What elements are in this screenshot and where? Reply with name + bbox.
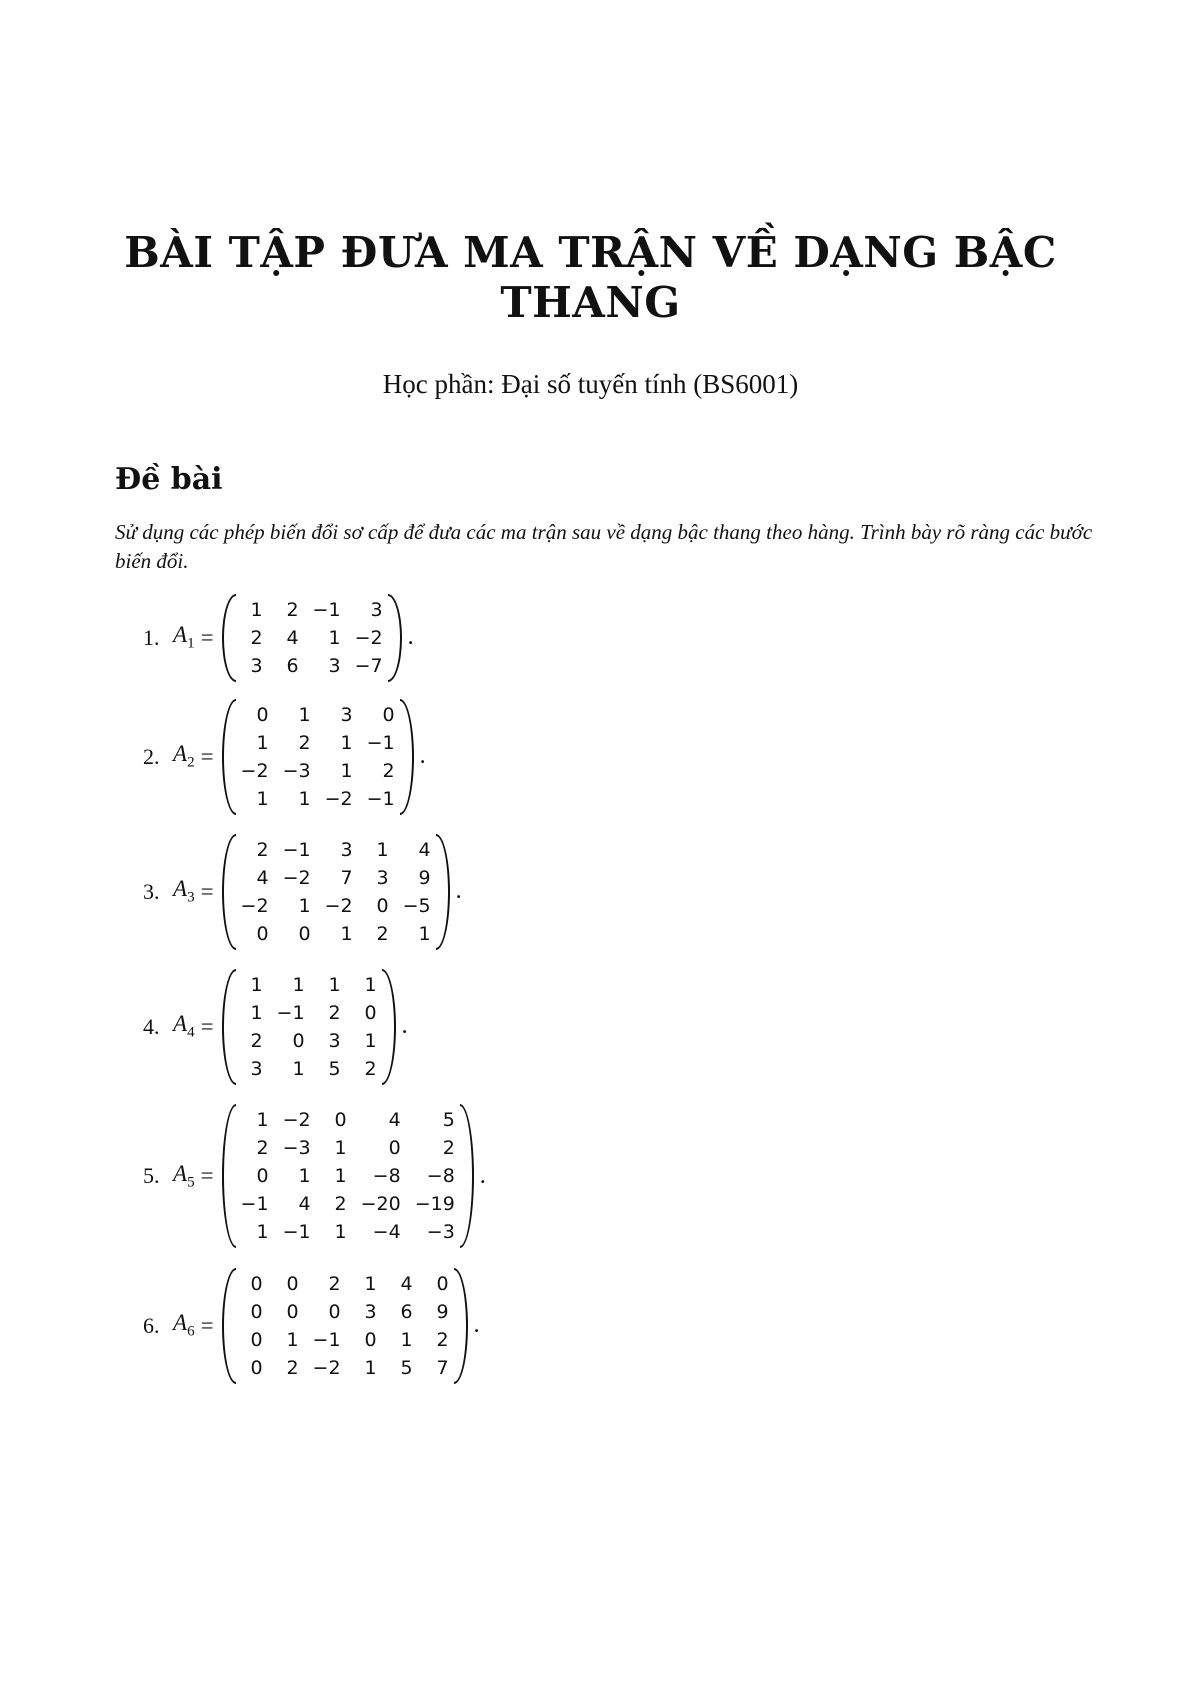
matrix-table [234,836,438,948]
matrix-entry: 3 [376,866,389,889]
matrix-entry: 9 [436,1300,449,1323]
matrix-entry: 1 [364,1272,377,1295]
period: . [401,1013,408,1039]
problem-item [143,689,1066,824]
matrix-entry: 1 [340,922,353,945]
matrix-table [234,971,384,1083]
matrix-entry: 2 [328,1001,341,1024]
matrix-row [234,624,390,652]
matrix-row [234,757,402,785]
matrix-entry: −7 [354,654,383,677]
equals-sign: = [200,743,214,769]
matrix-entry: 6 [400,1300,413,1323]
matrix-entry: 0 [250,1328,263,1351]
matrix-entry: 1 [286,1328,299,1351]
matrix-entry: 2 [250,626,263,649]
period: . [419,743,426,769]
matrix-row [234,701,402,729]
matrix-entry: 3 [340,838,353,861]
equals-sign: = [200,878,214,904]
period: . [455,878,462,904]
matrix-entry: 4 [418,838,431,861]
matrix-entry: 1 [250,598,263,621]
period: . [407,624,414,650]
matrix-entry: 2 [256,838,269,861]
matrix-entry: 0 [298,922,311,945]
matrix-row [234,999,384,1027]
matrix-brackets [222,834,450,950]
problem-number: 6. [143,1312,160,1338]
problem-number: 3. [143,878,160,904]
matrix-entry: 0 [376,894,389,917]
matrix-entry: −2 [324,787,353,810]
matrix-entry: 1 [328,626,341,649]
matrix-entry: 0 [250,1300,263,1323]
matrix-entry: −2 [282,1109,311,1131]
matrix-entry: 0 [364,1328,377,1351]
matrix-entry: 1 [256,787,269,810]
matrix-entry: −5 [402,894,431,917]
matrix-entry: 0 [364,1001,377,1024]
matrix-brackets [222,699,414,815]
matrix-row [234,1354,456,1382]
matrix-entry: 0 [286,1272,299,1295]
matrix-entry: 5 [328,1057,341,1080]
matrix-row [234,596,390,624]
equals-sign: = [200,1163,214,1188]
matrix-entry: 1 [292,1057,305,1080]
matrix-entry: 0 [388,1137,401,1159]
matrix-entry: 3 [328,1029,341,1052]
matrix-row [234,1190,462,1218]
matrix-table [234,1270,456,1382]
matrix-row [234,836,438,864]
matrix-entry: 0 [328,1300,341,1323]
matrix-row [234,652,390,680]
matrix-entry: 7 [340,866,353,889]
matrix-entry: −1 [366,787,395,810]
matrix-entry: 7 [436,1356,449,1379]
matrix-entry: 1 [298,787,311,810]
matrix-entry: −8 [426,1165,455,1187]
matrix-entry: 1 [334,1221,347,1243]
matrix-subscript: 2 [187,754,195,771]
matrix-entry: 2 [436,1328,449,1351]
matrix-entry: 3 [250,1057,263,1080]
matrix-entry: 2 [298,731,311,754]
matrix-entry: −8 [372,1165,401,1187]
matrix-subscript: 4 [187,1024,195,1041]
matrix-brackets [222,594,402,682]
matrix-entry: 1 [292,973,305,996]
matrix-entry: 2 [382,759,395,782]
matrix-entry: 1 [418,922,431,945]
matrix-entry: 0 [256,922,269,945]
matrix-entry: 2 [250,1029,263,1052]
matrix-brackets [222,1104,474,1248]
matrix-entry: 4 [298,1193,311,1215]
document-title: BÀI TẬP ĐƯA MA TRẬN VỀ DẠNG BẬC THANG [124,228,1057,327]
matrix-name: $A_5$ [173,1160,195,1191]
matrix-row [234,1162,462,1190]
matrix-entry: 1 [364,1029,377,1052]
period: . [473,1312,480,1338]
matrix-entry: 0 [334,1109,347,1131]
matrix-row [234,1027,384,1055]
matrix-row [234,920,438,948]
matrix-subscript: 1 [187,635,195,652]
matrix-entry: 1 [364,1356,377,1379]
matrix-entry: 2 [286,598,299,621]
matrix-entry: 1 [340,731,353,754]
matrix-entry: 1 [328,973,341,996]
matrix-entry: −2 [240,894,269,917]
matrix-entry: −20 [360,1193,401,1215]
matrix-subscript: 3 [187,889,195,906]
section-heading: Đề bài [115,462,223,497]
matrix-entry: 1 [250,1001,263,1024]
matrix-name: $A_3$ [173,876,195,906]
matrix-entry: 2 [286,1356,299,1379]
matrix-entry: 1 [334,1165,347,1187]
matrix-entry: 0 [250,1272,263,1295]
matrix-entry: −2 [312,1356,341,1379]
matrix-row [234,1055,384,1083]
matrix-entry: 0 [256,703,269,726]
matrix-entry: −2 [240,759,269,782]
matrix-entry: −1 [312,1328,341,1351]
matrix-entry: 4 [286,626,299,649]
matrix-entry: 1 [340,759,353,782]
matrix-row [234,1326,456,1354]
matrix-entry: 0 [436,1272,449,1295]
matrix-table [234,1106,462,1246]
problem-number: 2. [143,743,160,769]
matrix-entry: 0 [256,1165,269,1187]
matrix-entry: 2 [364,1057,377,1080]
period: . [479,1162,486,1189]
matrix-table [234,596,390,680]
matrix-entry: −1 [282,838,311,861]
matrix-entry: −3 [282,759,311,782]
matrix-subscript: 6 [187,1323,195,1340]
matrix-entry: −3 [426,1221,455,1243]
matrix-entry: 4 [256,866,269,889]
problem-number: 5. [143,1163,160,1188]
matrix-entry: −19 [414,1193,455,1215]
matrix-row [234,864,438,892]
matrix-entry: 2 [256,1137,269,1159]
matrix-entry: 1 [364,973,377,996]
matrix-entry: 0 [286,1300,299,1323]
matrix-entry: 3 [364,1300,377,1323]
matrix-row [234,892,438,920]
matrix-entry: −3 [282,1137,311,1159]
matrix-entry: 1 [334,1137,347,1159]
matrix-entry: 2 [328,1272,341,1295]
course-subtitle: Học phần: Đại số tuyến tính (BS6001) [382,369,799,399]
matrix-name: $A_1$ [173,622,195,652]
matrix-brackets [222,969,396,1085]
matrix-entry: 0 [382,703,395,726]
matrix-entry: 1 [298,1165,311,1187]
matrix-row [234,1134,462,1162]
matrix-row [234,729,402,757]
problem-list [115,586,1066,1393]
matrix-entry: 1 [256,1221,269,1243]
problem-item [143,959,1066,1094]
matrix-subscript: 5 [187,1174,195,1191]
equals-sign: = [200,1013,214,1039]
matrix-entry: −1 [276,1001,305,1024]
matrix-row [234,971,384,999]
matrix-row [234,1218,462,1246]
matrix-entry: 1 [256,731,269,754]
matrix-entry: 6 [286,654,299,677]
matrix-entry: −1 [312,598,341,621]
matrix-entry: 1 [400,1328,413,1351]
matrix-row [234,1298,456,1326]
matrix-row [234,1106,462,1134]
matrix-entry: 9 [418,866,431,889]
problem-item [143,1094,1066,1258]
matrix-entry: −2 [354,626,383,649]
matrix-entry: 1 [250,973,263,996]
problem-item [143,824,1066,959]
matrix-entry: 0 [250,1356,263,1379]
matrix-entry: −1 [282,1221,311,1243]
matrix-table [234,701,402,813]
matrix-entry: 0 [292,1029,305,1052]
matrix-entry: 3 [340,703,353,726]
matrix-entry: 3 [250,654,263,677]
matrix-entry: 1 [256,1109,269,1131]
matrix-entry: 4 [388,1109,401,1131]
matrix-entry: 1 [298,894,311,917]
matrix-entry: 5 [400,1356,413,1379]
matrix-entry: 2 [376,922,389,945]
matrix-entry: 2 [442,1137,455,1159]
matrix-name: $A_6$ [173,1310,195,1340]
matrix-entry: 2 [334,1193,347,1215]
problem-number: 1. [143,624,160,650]
problem-item [143,586,1066,689]
matrix-entry: −4 [372,1221,401,1243]
matrix-entry: 3 [328,654,341,677]
matrix-entry: −1 [240,1193,269,1215]
matrix-entry: 1 [298,703,311,726]
matrix-entry: 3 [370,598,383,621]
matrix-name: $A_4$ [173,1011,195,1041]
matrix-name: $A_2$ [173,741,195,771]
matrix-row [234,785,402,813]
instructions-text: Sử dụng các phép biến đổi sơ cấp để đưa các ma trận sau về dạng bậc thang theo hàng. Trình bày rõ ràng các bước biến đổi. [115,520,1093,573]
matrix-entry: 4 [400,1272,413,1295]
matrix-brackets [222,1268,468,1384]
matrix-entry: 5 [442,1109,455,1131]
equals-sign: = [200,1312,214,1338]
matrix-entry: −2 [282,866,311,889]
matrix-entry: 1 [376,838,389,861]
matrix-entry: −1 [366,731,395,754]
matrix-row [234,1270,456,1298]
equals-sign: = [200,624,214,650]
problem-number: 4. [143,1013,160,1039]
problem-item [143,1258,1066,1393]
matrix-entry: −2 [324,894,353,917]
